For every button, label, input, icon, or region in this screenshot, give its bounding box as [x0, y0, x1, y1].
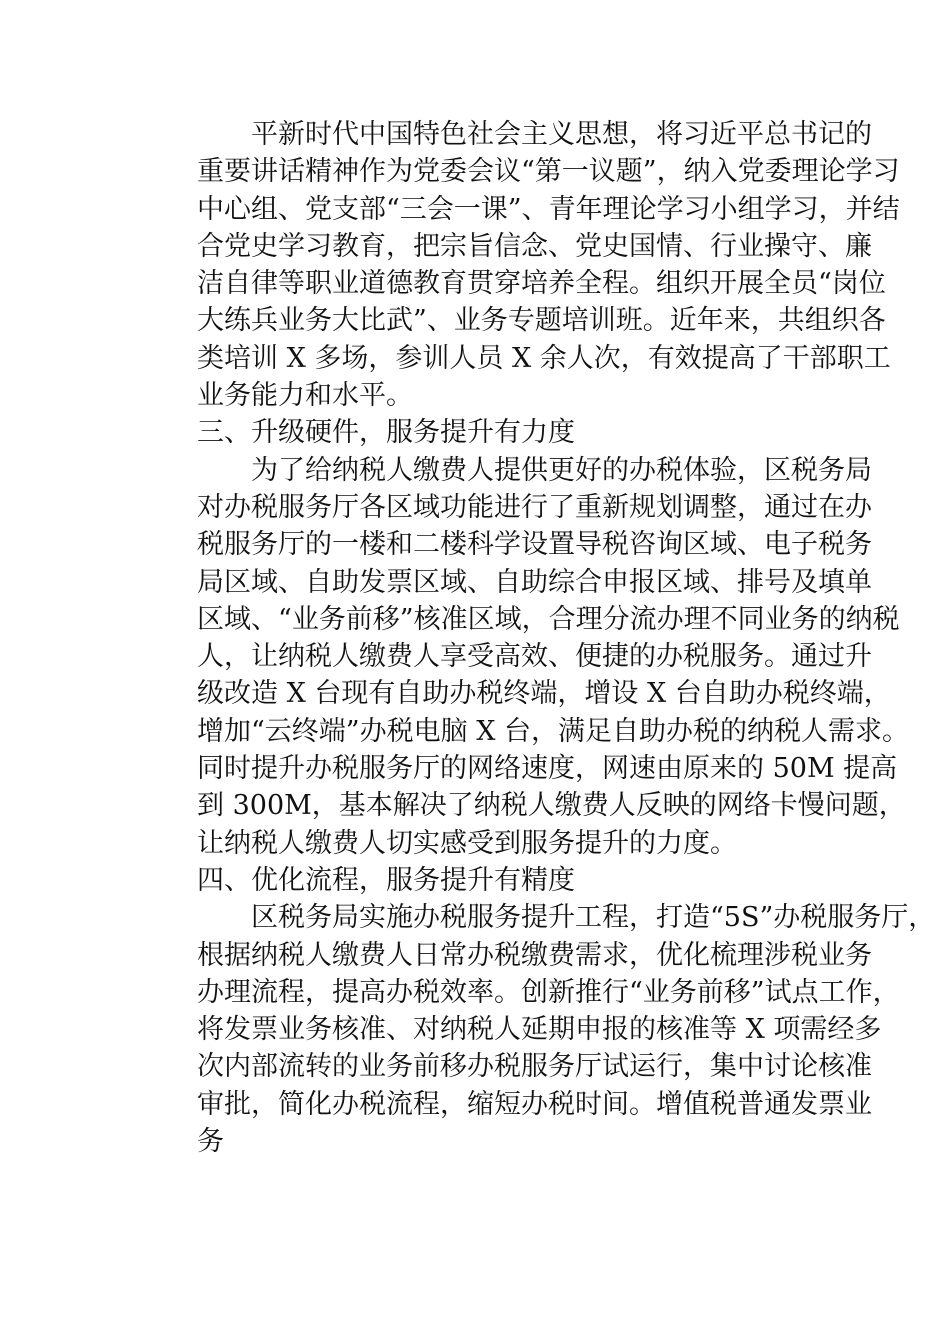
- paragraph-hardware: [143, 452, 909, 862]
- text-line: 次内部流转的业务前移办税服务厅试运行，集中讨论核准: [197, 1051, 872, 1083]
- section-heading-hardware: 三、升级硬件，服务提升有力度: [197, 417, 575, 449]
- text-line: 让纳税人缴费人切实感受到服务提升的力度。: [197, 827, 737, 859]
- paragraph-training: [143, 116, 900, 414]
- document-body: [143, 116, 936, 1160]
- text-line: 洁自律等职业道德教育贯穿培养全程。组织开展全员“岗位: [197, 268, 886, 300]
- text-line: 对办税服务厅各区域功能进行了重新规划调整，通过在办: [197, 491, 872, 523]
- text-line: 类培训 X 多场，参训人员 X 余人次，有效提高了干部职工: [197, 342, 891, 374]
- text-line: 区域、“业务前移”核准区域，合理分流办理不同业务的纳税: [197, 603, 900, 635]
- text-line: 到 300M，基本解决了纳税人缴费人反映的网络卡慢问题，: [197, 790, 906, 822]
- text-line: 大练兵业务大比武”、业务专题培训班。近年来，共组织各: [197, 305, 886, 337]
- text-line: 合党史学习教育，把宗旨信念、党史国情、行业操守、廉: [197, 230, 872, 262]
- text-line: 人，让纳税人缴费人享受高效、便捷的办税服务。通过升: [197, 641, 872, 673]
- text-line: 业务能力和水平。: [197, 380, 413, 412]
- text-line: 办理流程，提高办税效率。创新推行“业务前移”试点工作，: [197, 976, 900, 1008]
- text-line: 级改造 X 台现有自助办税终端，增设 X 台自助办税终端，: [197, 678, 891, 710]
- text-line: 为了给纳税人缴费人提供更好的办税体验，区税务局: [251, 454, 872, 486]
- text-line: 根据纳税人缴费人日常办税缴费需求，优化梳理涉税业务: [197, 939, 872, 971]
- text-line: 平新时代中国特色社会主义思想，将习近平总书记的: [251, 119, 872, 150]
- paragraph-process: [143, 899, 936, 1160]
- text-line: 中心组、党支部“三会一课”、青年理论学习小组学习，并结: [197, 193, 900, 225]
- text-line: 务: [197, 1126, 224, 1158]
- text-line: 审批，简化办税流程，缩短办税时间。增值税普通发票业: [197, 1088, 872, 1120]
- text-line: 区税务局实施办税服务提升工程，打造“5S”办税服务厅，: [251, 902, 936, 934]
- text-line: 同时提升办税服务厅的网络速度，网速由原来的 50M 提高: [197, 753, 898, 785]
- text-line: 税服务厅的一楼和二楼科学设置导税咨询区域、电子税务: [197, 529, 872, 561]
- text-line: 增加“云终端”办税电脑 X 台，满足自助办税的纳税人需求。: [197, 715, 909, 747]
- text-line: 将发票业务核准、对纳税人延期申报的核准等 X 项需经多: [197, 1014, 882, 1046]
- text-line: 局区域、自助发票区域、自助综合申报区域、排号及填单: [197, 566, 872, 598]
- section-heading-process: 四、优化流程，服务提升有精度: [197, 864, 575, 896]
- text-line: 重要讲话精神作为党委会议“第一议题”，纳入党委理论学习: [197, 156, 900, 188]
